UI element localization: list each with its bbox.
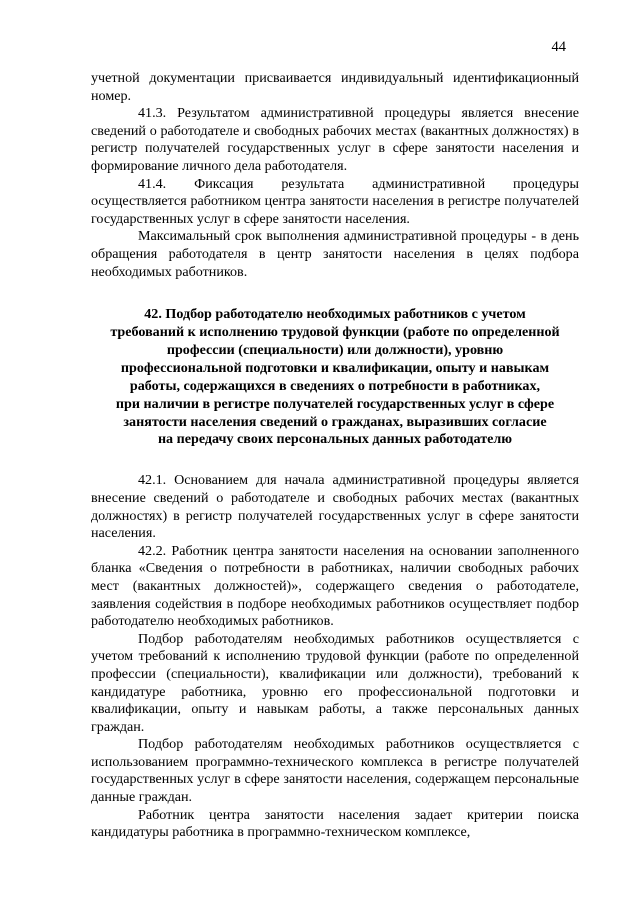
heading-line: работы, содержащихся в сведениях о потребности в работниках, — [129, 377, 541, 394]
paragraph-42-2: 42.2. Работник центра занятости населения на основании заполненного бланка «Сведения о потребности в работниках, наличии свободных рабочих мест (вакантных должностей)», содержащего сведения о работодателе, заявления содействия в подборе необходимых работников осуществляет подбор работодателю необходимых работников. — [91, 542, 579, 630]
heading-line: требований к исполнению трудовой функции (работе по определенной — [110, 324, 560, 341]
heading-line: занятости населения сведений о гражданах, выразивших согласие — [123, 413, 547, 430]
paragraph-41-4: 41.4. Фиксация результата административной процедуры осуществляется работником центра занятости населения в регистре получателей государственных услуг в сфере занятости населения. — [91, 175, 579, 227]
page-number: 44 — [551, 39, 566, 55]
paragraph-max-term: Максимальный срок выполнения административной процедуры - в день обращения работодателя в центр занятости населения в целях подбора необходимых работников. — [91, 228, 579, 280]
heading-line: профессии (специальности) или должности), уровню — [166, 341, 504, 358]
paragraph-search-criteria: Работник центра занятости населения задает критерии поиска кандидатуры работника в программно-техническом комплексе, — [91, 806, 579, 841]
paragraph-software-complex: Подбор работодателям необходимых работников осуществляется с использованием программно-технического комплекса в регистре получателей государственных услуг в сфере занятости населения, содержащем персональные данные граждан. — [91, 736, 579, 806]
paragraph-41-3: 41.3. Результатом административной процедуры является внесение сведений о работодателе и свободных рабочих местах (вакантных должностях) в регистр получателей государственных услуг в сфере занятости населения и формирование личного дела работодателя. — [91, 105, 579, 174]
paragraph-continuation: учетной документации присваивается индивидуальный идентификационный номер. — [91, 70, 579, 104]
heading-line: при наличии в регистре получателей государственных услуг в сфере — [115, 395, 555, 412]
heading-line: 42. Подбор работодателю необходимых работников с учетом — [144, 306, 526, 323]
paragraph-42-1: 42.1. Основанием для начала административной процедуры является внесение сведений о работодателе и свободных рабочих местах (вакантных должностях) в регистр получателей государственных услуг в сфере занятости населения. — [91, 472, 579, 542]
paragraph-selection-criteria: Подбор работодателям необходимых работников осуществляется с учетом требований к исполнению трудовой функции (работе по определенной профессии (специальности), квалификации или должности), требований к кандидатуре работника, уровню его профессиональной подготовки и квалификации, опыту и навыкам работы, а также персональных данных граждан. — [91, 630, 579, 735]
heading-line: на передачу своих персональных данных работодателю — [157, 431, 513, 448]
section-heading-42 — [91, 306, 579, 449]
heading-line: профессиональной подготовки и квалификации, опыту и навыкам — [120, 359, 550, 376]
body-text — [91, 70, 579, 842]
